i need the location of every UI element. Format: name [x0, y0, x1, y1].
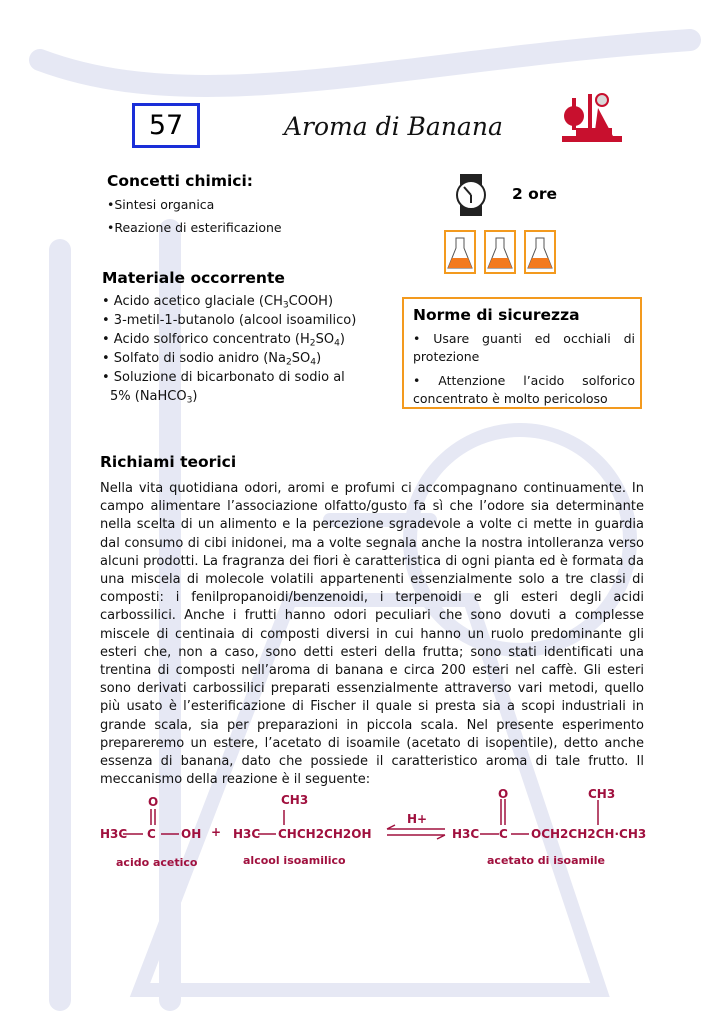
alcohol-chain: CHCH2CH2OH — [278, 827, 372, 841]
lab-equipment-icon — [558, 88, 626, 152]
materials-heading: Materiale occorrente — [102, 269, 285, 287]
material-item: 5% (NaHCO$_3$) — [110, 389, 198, 406]
reactant2-label: alcool isoamilico — [243, 854, 346, 867]
carbon-atom: C — [147, 827, 156, 841]
material-item: • Acido solforico concentrato $(H_2SO_4)$ — [102, 332, 345, 349]
ester-h3c: H3C — [452, 827, 480, 841]
reaction-scheme — [95, 785, 655, 875]
hydroxyl-group: OH — [181, 827, 202, 841]
reactant1-label: acido acetico — [116, 856, 198, 869]
theory-paragraph: Nella vita quotidiana odori, aromi e profumi ci accompagnano continuamente. In campo alimentare l’associazione olfatto/gusto fa sì che l’odore sia determinante nella scelta di un alimento e la percezione sgradevole a volte ci mette in guardia dal consumo di cibi inidonei, ma a volte segnala anche la nostra intolleranza verso alcuni prodotti. La fragranza dei fiori è caratteristica di ogni pianta ed è formata da una miscela di molecole volatili appartenenti essenzialmente solo a tre classi di composti: i fenilpropanoidi/benzenoidi, i terpenoidi e gli esteri degli acidi carbossilici. Anche i frutti hanno odori peculiari che sono dovuti a complesse miscele di centinaia di composti diversi in cui hanno un ruolo predominante gli esteri che, non a caso, sono detti esteri della frutta; sono stati identificati una trentina di composti nell’aroma di banana e circa 200 esteri nel caffè. Gli esteri sono derivati carbossilici preparati essenzialmente attraverso vari metodi, quello più usato è l’esterificazione di Fischer il quale si presta sia a scopi industriali in grande scala, sia per preparazioni in piccola scala. Nel presente esperimento prepareremo un estere, l’acetato di isoamile (acetato di isopentile), detto anche essenza di banana, dato che possiede il caratteristico aroma di tale frutto. Il meccanismo della reazione è il seguente: — [100, 481, 644, 788]
material-item: • Soluzione di bicarbonato di sodio al — [102, 370, 345, 385]
safety-item-1: • Usare guanti ed occhiali di protezione — [413, 331, 635, 364]
flask-icon — [445, 231, 475, 273]
product-label: acetato di isoamile — [487, 854, 605, 867]
material-item: • Acido acetico glaciale $(CH_3COOH)$ — [102, 294, 334, 311]
duration-label: 2 ore — [512, 185, 557, 203]
clock-icon — [450, 174, 492, 216]
theory-heading: Richiami teorici — [100, 453, 237, 471]
concepts-heading: Concetti chimici: — [107, 172, 253, 190]
alcohol-h3c: H3C — [233, 827, 261, 841]
materials-list — [102, 292, 392, 406]
material-item: • 3-metil-1-butanolo (alcool isoamilico) — [102, 313, 357, 328]
alcohol-methyl: CH3 — [281, 793, 309, 807]
safety-item-2: • Attenzione l’acido solforico concentrato è molto pericoloso — [413, 373, 635, 406]
flask-icon — [485, 231, 515, 273]
ester-carbon: C — [499, 827, 508, 841]
ester-oxygen: O — [498, 787, 509, 801]
material-item: • Solfato di sodio anidro $(Na_2SO_4)$ — [102, 351, 322, 368]
safety-box — [402, 297, 642, 409]
concept-item-2: •Reazione di esterificazione — [107, 220, 282, 235]
ester-chain: OCH2CH2CH·CH3 — [531, 827, 647, 841]
page-title: Aroma di Banana — [284, 112, 503, 141]
experiment-number: 57 — [132, 103, 200, 148]
safety-heading: Norme di sicurezza — [413, 306, 580, 324]
plus-sign: + — [211, 825, 222, 839]
methyl-group: H3C — [100, 827, 128, 841]
flask-icon — [525, 231, 555, 273]
ester-methyl: CH3 — [588, 787, 616, 801]
difficulty-rating — [444, 230, 556, 274]
concept-item-1: •Sintesi organica — [107, 197, 215, 212]
catalyst-label: H+ — [407, 812, 428, 826]
carbonyl-oxygen: O — [148, 795, 159, 809]
